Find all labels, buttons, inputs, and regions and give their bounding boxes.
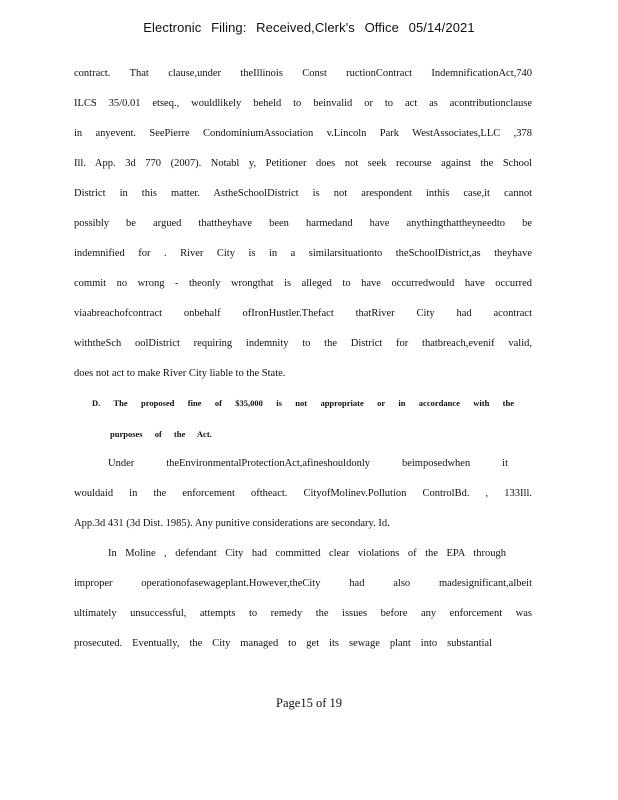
page-number: Page15 of 19 — [276, 696, 342, 710]
section-heading-d-cont: purposes of the Act. — [110, 429, 212, 439]
body-line: contract. That clause,under theIllinois Const ructionContract IndemnificationAct,740 — [74, 68, 532, 79]
body-line: Ill. App. 3d 770 (2007). Notabl y, Petitioner does not seek recourse against the School — [74, 158, 532, 169]
body-line: ILCS 35/0.01 etseq., wouldlikely beheld to beinvalid or to act as acontributionclause — [74, 98, 532, 109]
body-line: indemnified for . River City is in a similarsituationto theSchoolDistrict,as theyhave — [74, 248, 532, 259]
body-line: possibly be argued thattheyhave been harmedand have anythingthattheyneedto be — [74, 218, 532, 229]
body-line: ultimately unsuccessful, attempts to remedy the issues before any enforcement was — [74, 608, 532, 619]
body-line: in anyevent. SeePierre CondominiumAssociation v.Lincoln Park WestAssociates,LLC ,378 — [74, 128, 532, 139]
body-line: withtheSch oolDistrict requiring indemnity to the District for thatbreach,evenif valid, — [74, 338, 532, 349]
body-line: App.3d 431 (3d Dist. 1985). Any punitive considerations are secondary. Id. — [74, 518, 390, 529]
body-line: Under theEnvironmentalProtectionAct,afineshouldonly beimposedwhen it — [108, 458, 508, 469]
section-heading-d: D. The proposed fine of $35,000 is not appropriate or in accordance with the — [92, 398, 514, 408]
body-line: District in this matter. AstheSchoolDistrict is not arespondent inthis case,it cannot — [74, 188, 532, 199]
body-line: does not act to make River City liable to the State. — [74, 368, 286, 379]
filing-header: Electronic Filing: Received,Clerk's Office 05/14/2021 — [143, 20, 475, 35]
body-line: wouldaid in the enforcement oftheact. CityofMolinev.Pollution ControlBd. , 133Ill. — [74, 488, 532, 499]
body-line: improper operationofasewageplant.However,theCity had also madesignificant,albeit — [74, 578, 532, 589]
body-line: viaabreachofcontract onbehalf ofIronHustler.Thefact thatRiver City had acontract — [74, 308, 532, 319]
body-line: commit no wrong - theonly wrongthat is alleged to have occurredwould have occurred — [74, 278, 532, 289]
body-line: In Moline , defendant City had committed clear violations of the EPA through — [108, 548, 506, 559]
body-line: prosecuted. Eventually, the City managed to get its sewage plant into substantial — [74, 638, 492, 649]
